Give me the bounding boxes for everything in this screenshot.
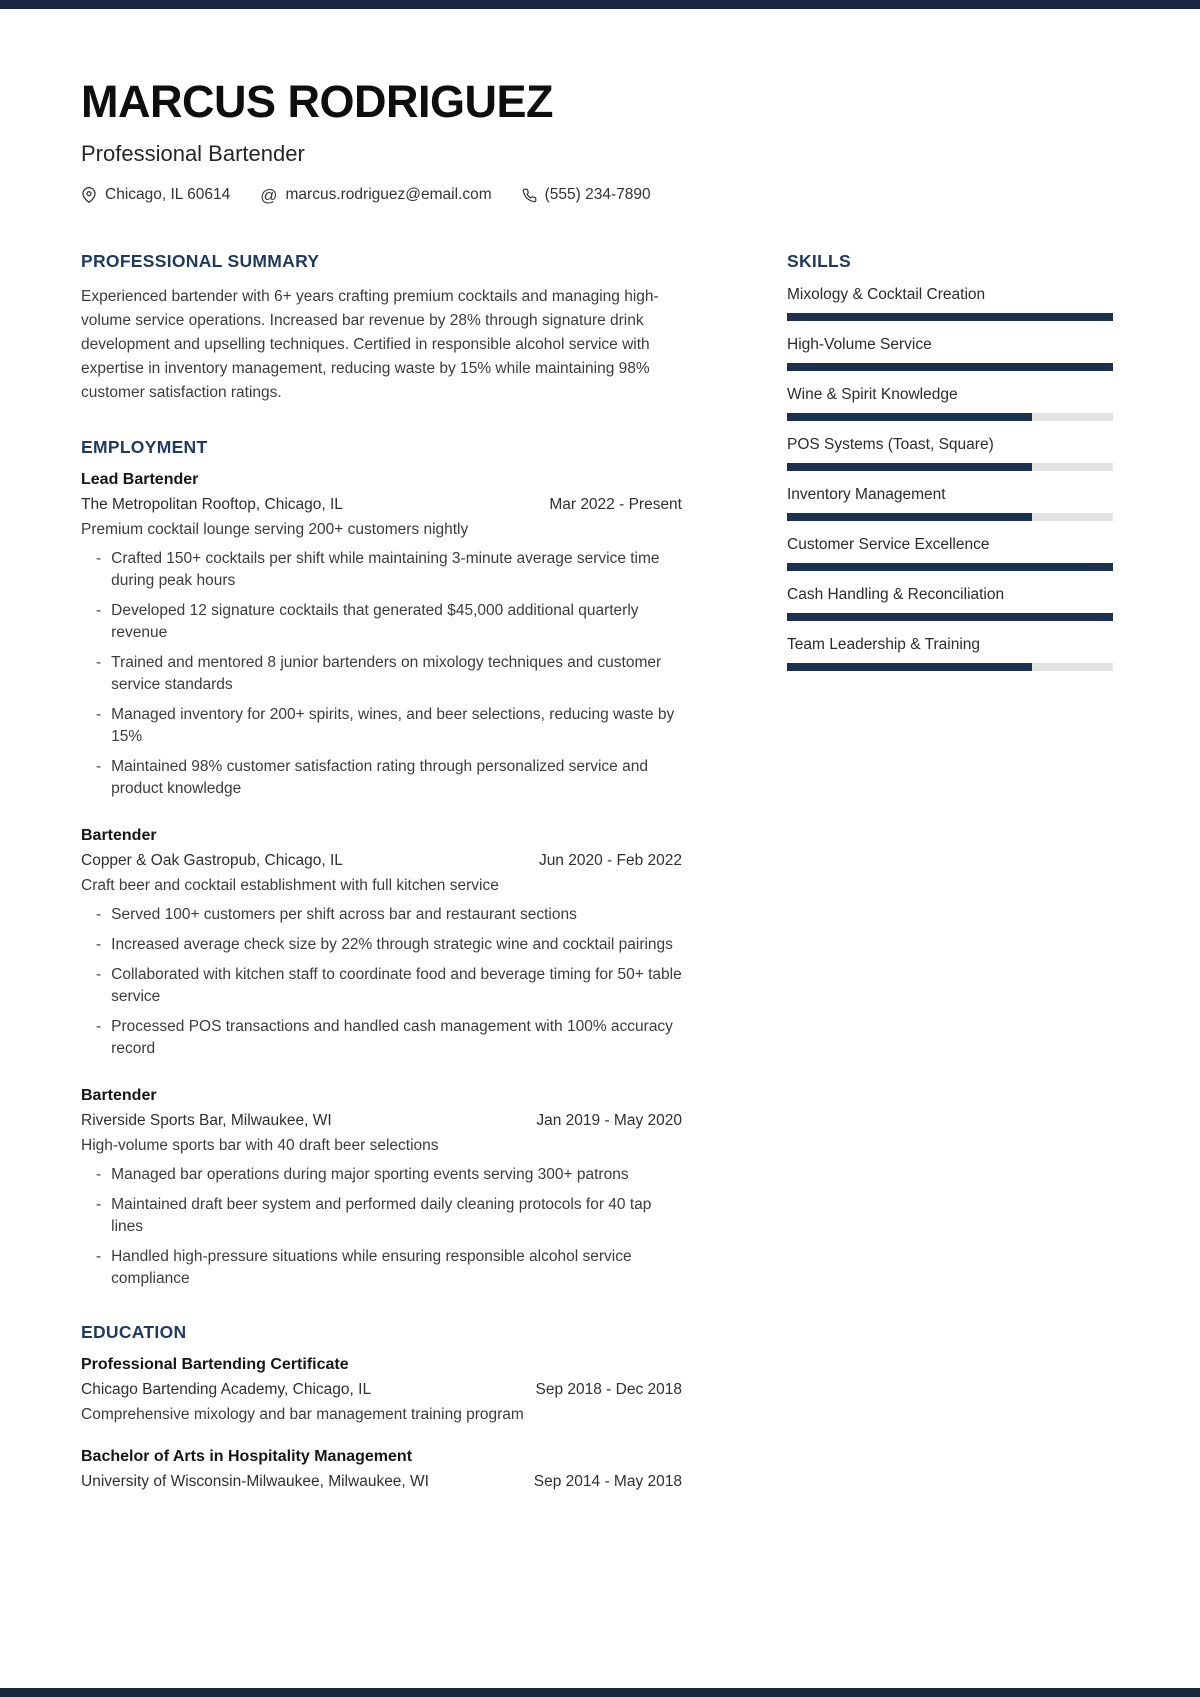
skill-bar-fill — [787, 613, 1113, 621]
skill-bar-fill — [787, 313, 1113, 321]
skill-label: Customer Service Excellence — [787, 536, 990, 553]
job-meta-row — [81, 1112, 682, 1130]
job-entry — [81, 827, 682, 1060]
bullet-item: - Managed bar operations during major sporting events serving 300+ patrons — [81, 1164, 682, 1186]
summary-text: Experienced bartender with 6+ years crafting premium cocktails and managing high-volume service operations. Increased bar revenue by 28% through signature drink development and upselling techniques. Certified in responsible alcohol service with expertise in inventory management, reducing waste by 15% while maintaining 98% customer satisfaction ratings. — [81, 288, 659, 401]
skills-column — [787, 251, 1113, 1498]
skills-heading: SKILLS — [787, 251, 852, 271]
job-bullets — [81, 1164, 682, 1290]
contact-location-text: Chicago, IL 60614 — [105, 186, 231, 203]
skill-label: Wine & Spirit Knowledge — [787, 386, 958, 403]
job-title: Bartender — [81, 827, 157, 844]
skill-bar-track — [787, 563, 1113, 571]
skill-item — [787, 635, 1113, 671]
education-meta-row — [81, 1381, 682, 1399]
skill-bar-track — [787, 363, 1113, 371]
education-entry — [81, 1448, 682, 1491]
bullet-item: - Developed 12 signature cocktails that generated $45,000 additional quarterly revenue — [81, 600, 682, 644]
job-entry — [81, 1087, 682, 1290]
job-description: Craft beer and cocktail establishment with full kitchen service — [81, 877, 499, 894]
skill-label: High-Volume Service — [787, 336, 932, 353]
skill-item — [787, 535, 1113, 571]
skill-bar-fill — [787, 363, 1113, 371]
skill-bar-fill — [787, 463, 1032, 471]
school-name: Chicago Bartending Academy, Chicago, IL — [81, 1381, 372, 1398]
job-company: The Metropolitan Rooftop, Chicago, IL — [81, 496, 343, 513]
skill-bar-fill — [787, 413, 1032, 421]
job-description: Premium cocktail lounge serving 200+ customers nightly — [81, 521, 469, 538]
skill-bar-track — [787, 413, 1113, 421]
contact-email — [260, 186, 491, 204]
bullet-item: - Trained and mentored 8 junior bartenders on mixology techniques and customer service standards — [81, 652, 682, 696]
job-description: High-volume sports bar with 40 draft beer selections — [81, 1137, 439, 1154]
skill-label: POS Systems (Toast, Square) — [787, 436, 994, 453]
resume-header — [0, 0, 1200, 204]
top-accent-bar — [0, 0, 1200, 9]
summary-heading: PROFESSIONAL SUMMARY — [81, 251, 320, 271]
job-meta-row — [81, 852, 682, 870]
skill-bar-track — [787, 663, 1113, 671]
bullet-item: - Served 100+ customers per shift across bar and restaurant sections — [81, 904, 682, 926]
job-company: Riverside Sports Bar, Milwaukee, WI — [81, 1112, 332, 1129]
skill-label: Team Leadership & Training — [787, 636, 981, 653]
phone-icon — [522, 188, 537, 203]
degree-title: Professional Bartending Certificate — [81, 1356, 349, 1373]
job-meta-row — [81, 496, 682, 514]
bullet-item: - Processed POS transactions and handled cash management with 100% accuracy record — [81, 1016, 682, 1060]
skill-bar-fill — [787, 513, 1032, 521]
skill-label: Mixology & Cocktail Creation — [787, 286, 986, 303]
section-summary — [81, 251, 682, 405]
section-education — [81, 1322, 682, 1491]
skill-bar-fill — [787, 563, 1113, 571]
skill-label: Cash Handling & Reconciliation — [787, 586, 1005, 603]
education-description: Comprehensive mixology and bar management training program — [81, 1406, 524, 1423]
school-name: University of Wisconsin-Milwaukee, Milwaukee, WI — [81, 1473, 429, 1490]
candidate-title: Professional Bartender — [81, 141, 305, 166]
bullet-item: - Collaborated with kitchen staff to coordinate food and beverage timing for 50+ table service — [81, 964, 682, 1008]
contact-row — [81, 186, 1119, 204]
job-bullets — [81, 548, 682, 800]
bullet-item: - Managed inventory for 200+ spirits, wines, and beer selections, reducing waste by 15% — [81, 704, 682, 748]
skill-item — [787, 485, 1113, 521]
education-dates: Sep 2014 - May 2018 — [533, 1473, 682, 1490]
bullet-item: - Crafted 150+ cocktails per shift while maintaining 3-minute average service time during peak hours — [81, 548, 682, 592]
skill-label: Inventory Management — [787, 486, 946, 503]
skill-item — [787, 285, 1113, 321]
job-bullets — [81, 904, 682, 1060]
job-company: Copper & Oak Gastropub, Chicago, IL — [81, 852, 343, 869]
job-dates: Jan 2019 - May 2020 — [536, 1112, 682, 1129]
bullet-item: - Handled high-pressure situations while ensuring responsible alcohol service compliance — [81, 1246, 682, 1290]
contact-location — [81, 186, 230, 204]
education-meta-row — [81, 1473, 682, 1491]
skill-bar-track — [787, 613, 1113, 621]
job-entry — [81, 471, 682, 800]
at-sign-icon: @ — [260, 185, 278, 205]
skill-item — [787, 335, 1113, 371]
job-dates: Mar 2022 - Present — [549, 496, 682, 513]
employment-heading: EMPLOYMENT — [81, 437, 208, 457]
skill-bar-track — [787, 313, 1113, 321]
contact-email-text: marcus.rodriguez@email.com — [285, 186, 492, 203]
bullet-item: - Maintained draft beer system and performed daily cleaning protocols for 40 tap lines — [81, 1194, 682, 1238]
main-column — [81, 251, 682, 1498]
section-employment — [81, 437, 682, 1290]
education-heading: EDUCATION — [81, 1322, 187, 1342]
skill-bar-track — [787, 463, 1113, 471]
location-pin-icon — [81, 187, 97, 203]
bottom-accent-bar — [0, 1688, 1200, 1697]
skill-item — [787, 435, 1113, 471]
skill-item — [787, 385, 1113, 421]
bullet-item: - Maintained 98% customer satisfaction rating through personalized service and product knowledge — [81, 756, 682, 800]
education-dates: Sep 2018 - Dec 2018 — [535, 1381, 682, 1398]
content-columns — [0, 251, 1200, 1498]
education-entry — [81, 1356, 682, 1424]
job-dates: Jun 2020 - Feb 2022 — [538, 852, 682, 869]
candidate-name: MARCUS RODRIGUEZ — [81, 76, 553, 127]
contact-phone-text: (555) 234-7890 — [544, 186, 651, 203]
bullet-item: - Increased average check size by 22% through strategic wine and cocktail pairings — [81, 934, 682, 956]
contact-phone — [522, 186, 651, 204]
skill-bar-track — [787, 513, 1113, 521]
degree-title: Bachelor of Arts in Hospitality Management — [81, 1448, 413, 1465]
job-title: Bartender — [81, 1087, 157, 1104]
skill-item — [787, 585, 1113, 621]
job-title: Lead Bartender — [81, 471, 199, 488]
skill-bar-fill — [787, 663, 1032, 671]
